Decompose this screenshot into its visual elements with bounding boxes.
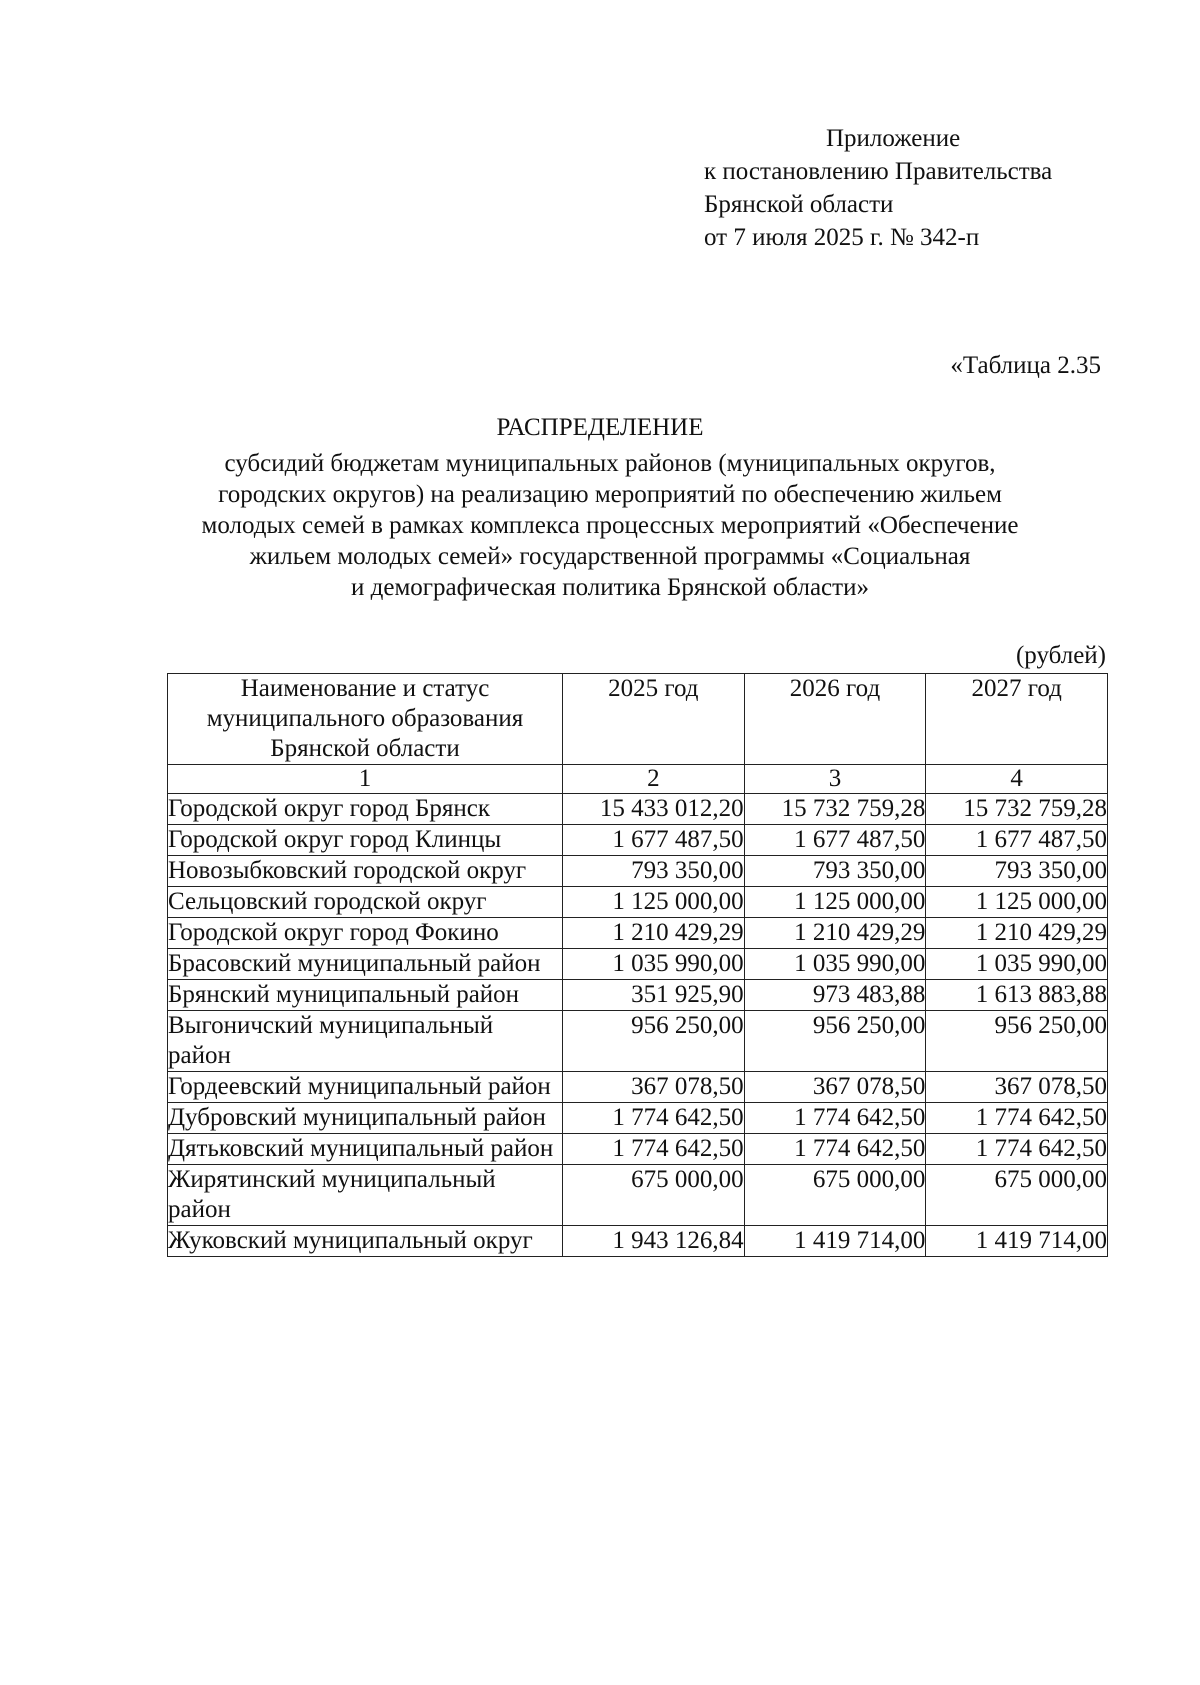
municipality-name: Дубровский муниципальный район (168, 1103, 563, 1134)
value-2026: 1 677 487,50 (744, 825, 926, 856)
value-2027: 1 677 487,50 (926, 825, 1108, 856)
value-2026: 1 774 642,50 (744, 1103, 926, 1134)
table-header-row (168, 674, 1108, 765)
value-2025: 956 250,00 (563, 1011, 745, 1072)
value-2025: 1 774 642,50 (563, 1134, 745, 1165)
value-2025: 1 035 990,00 (563, 949, 745, 980)
municipality-name: Сельцовский городской округ (168, 887, 563, 918)
municipality-name: Выгоничский муниципальный район (168, 1011, 563, 1072)
column-number-row (168, 765, 1108, 794)
municipality-name: Жирятинский муниципальный район (168, 1165, 563, 1226)
table-row (168, 1226, 1108, 1257)
column-number: 3 (744, 765, 926, 794)
value-2025: 1 774 642,50 (563, 1103, 745, 1134)
value-2026: 15 732 759,28 (744, 794, 926, 825)
distribution-table (167, 673, 1108, 1257)
table-label: «Таблица 2.35 (950, 352, 1101, 379)
header-name-line: Брянской области (270, 735, 460, 762)
value-2027: 793 350,00 (926, 856, 1108, 887)
municipality-name: Городской округ город Брянск (168, 794, 563, 825)
subtitle-line: субсидий бюджетам муниципальных районов (муниципальных округов, (224, 450, 996, 477)
municipality-name: Городской округ город Клинцы (168, 825, 563, 856)
table-row (168, 949, 1108, 980)
table-row (168, 794, 1108, 825)
municipality-name: Новозыбковский городской округ (168, 856, 563, 887)
value-2027: 1 125 000,00 (926, 887, 1108, 918)
value-2026: 793 350,00 (744, 856, 926, 887)
municipality-name: Дятьковский муниципальный район (168, 1134, 563, 1165)
subtitle-line: и демографическая политика Брянской области» (351, 574, 869, 601)
table-row (168, 1134, 1108, 1165)
value-2025: 1 943 126,84 (563, 1226, 745, 1257)
value-2027: 1 774 642,50 (926, 1134, 1108, 1165)
subtitle-line: городских округов) на реализацию мероприятий по обеспечению жильем (218, 481, 1002, 508)
column-number: 2 (563, 765, 745, 794)
value-2026: 973 483,88 (744, 980, 926, 1011)
value-2027: 1 035 990,00 (926, 949, 1108, 980)
subtitle-line: молодых семей в рамках комплекса процессных мероприятий «Обеспечение (201, 512, 1019, 539)
value-2025: 1 125 000,00 (563, 887, 745, 918)
table-row (168, 1165, 1108, 1226)
value-2026: 1 774 642,50 (744, 1134, 926, 1165)
value-2025: 351 925,90 (563, 980, 745, 1011)
value-2025: 15 433 012,20 (563, 794, 745, 825)
document-title: РАСПРЕДЕЛЕНИЕ (496, 414, 704, 441)
table-row (168, 887, 1108, 918)
header-2026: 2026 год (744, 674, 926, 765)
subtitle-line: жильем молодых семей» государственной программы «Социальная (249, 543, 971, 570)
appendix-line: от 7 июля 2025 г. № 342-п (704, 224, 980, 251)
units-label: (рублей) (1015, 642, 1106, 669)
header-2025: 2025 год (563, 674, 745, 765)
appendix-line: Брянской области (704, 191, 894, 218)
value-2026: 1 210 429,29 (744, 918, 926, 949)
municipality-name: Гордеевский муниципальный район (168, 1072, 563, 1103)
value-2026: 675 000,00 (744, 1165, 926, 1226)
value-2026: 1 035 990,00 (744, 949, 926, 980)
value-2027: 1 419 714,00 (926, 1226, 1108, 1257)
column-number: 1 (168, 765, 563, 794)
appendix-line: к постановлению Правительства (704, 158, 1053, 185)
municipality-name: Брянский муниципальный район (168, 980, 563, 1011)
header-name-line: муниципального образования (206, 705, 524, 732)
municipality-name: Городской округ город Фокино (168, 918, 563, 949)
table-row (168, 1072, 1108, 1103)
table-row (168, 825, 1108, 856)
value-2027: 1 774 642,50 (926, 1103, 1108, 1134)
value-2027: 15 732 759,28 (926, 794, 1108, 825)
value-2027: 367 078,50 (926, 1072, 1108, 1103)
value-2027: 1 613 883,88 (926, 980, 1108, 1011)
municipality-name: Брасовский муниципальный район (168, 949, 563, 980)
header-name (168, 674, 563, 765)
table-row (168, 1103, 1108, 1134)
value-2027: 675 000,00 (926, 1165, 1108, 1226)
value-2027: 956 250,00 (926, 1011, 1108, 1072)
header-name-line: Наименование и статус (240, 675, 490, 702)
document-subtitle (150, 448, 1070, 603)
municipality-name: Жуковский муниципальный округ (168, 1226, 563, 1257)
header-2027: 2027 год (926, 674, 1108, 765)
value-2027: 1 210 429,29 (926, 918, 1108, 949)
appendix-block (704, 122, 1052, 254)
table-row (168, 1011, 1108, 1072)
value-2025: 793 350,00 (563, 856, 745, 887)
value-2025: 1 677 487,50 (563, 825, 745, 856)
value-2025: 367 078,50 (563, 1072, 745, 1103)
value-2025: 1 210 429,29 (563, 918, 745, 949)
value-2026: 1 419 714,00 (744, 1226, 926, 1257)
value-2025: 675 000,00 (563, 1165, 745, 1226)
value-2026: 367 078,50 (744, 1072, 926, 1103)
table-row (168, 856, 1108, 887)
value-2026: 1 125 000,00 (744, 887, 926, 918)
value-2026: 956 250,00 (744, 1011, 926, 1072)
column-number: 4 (926, 765, 1108, 794)
appendix-line: Приложение (826, 125, 961, 152)
table-row (168, 918, 1108, 949)
table-row (168, 980, 1108, 1011)
